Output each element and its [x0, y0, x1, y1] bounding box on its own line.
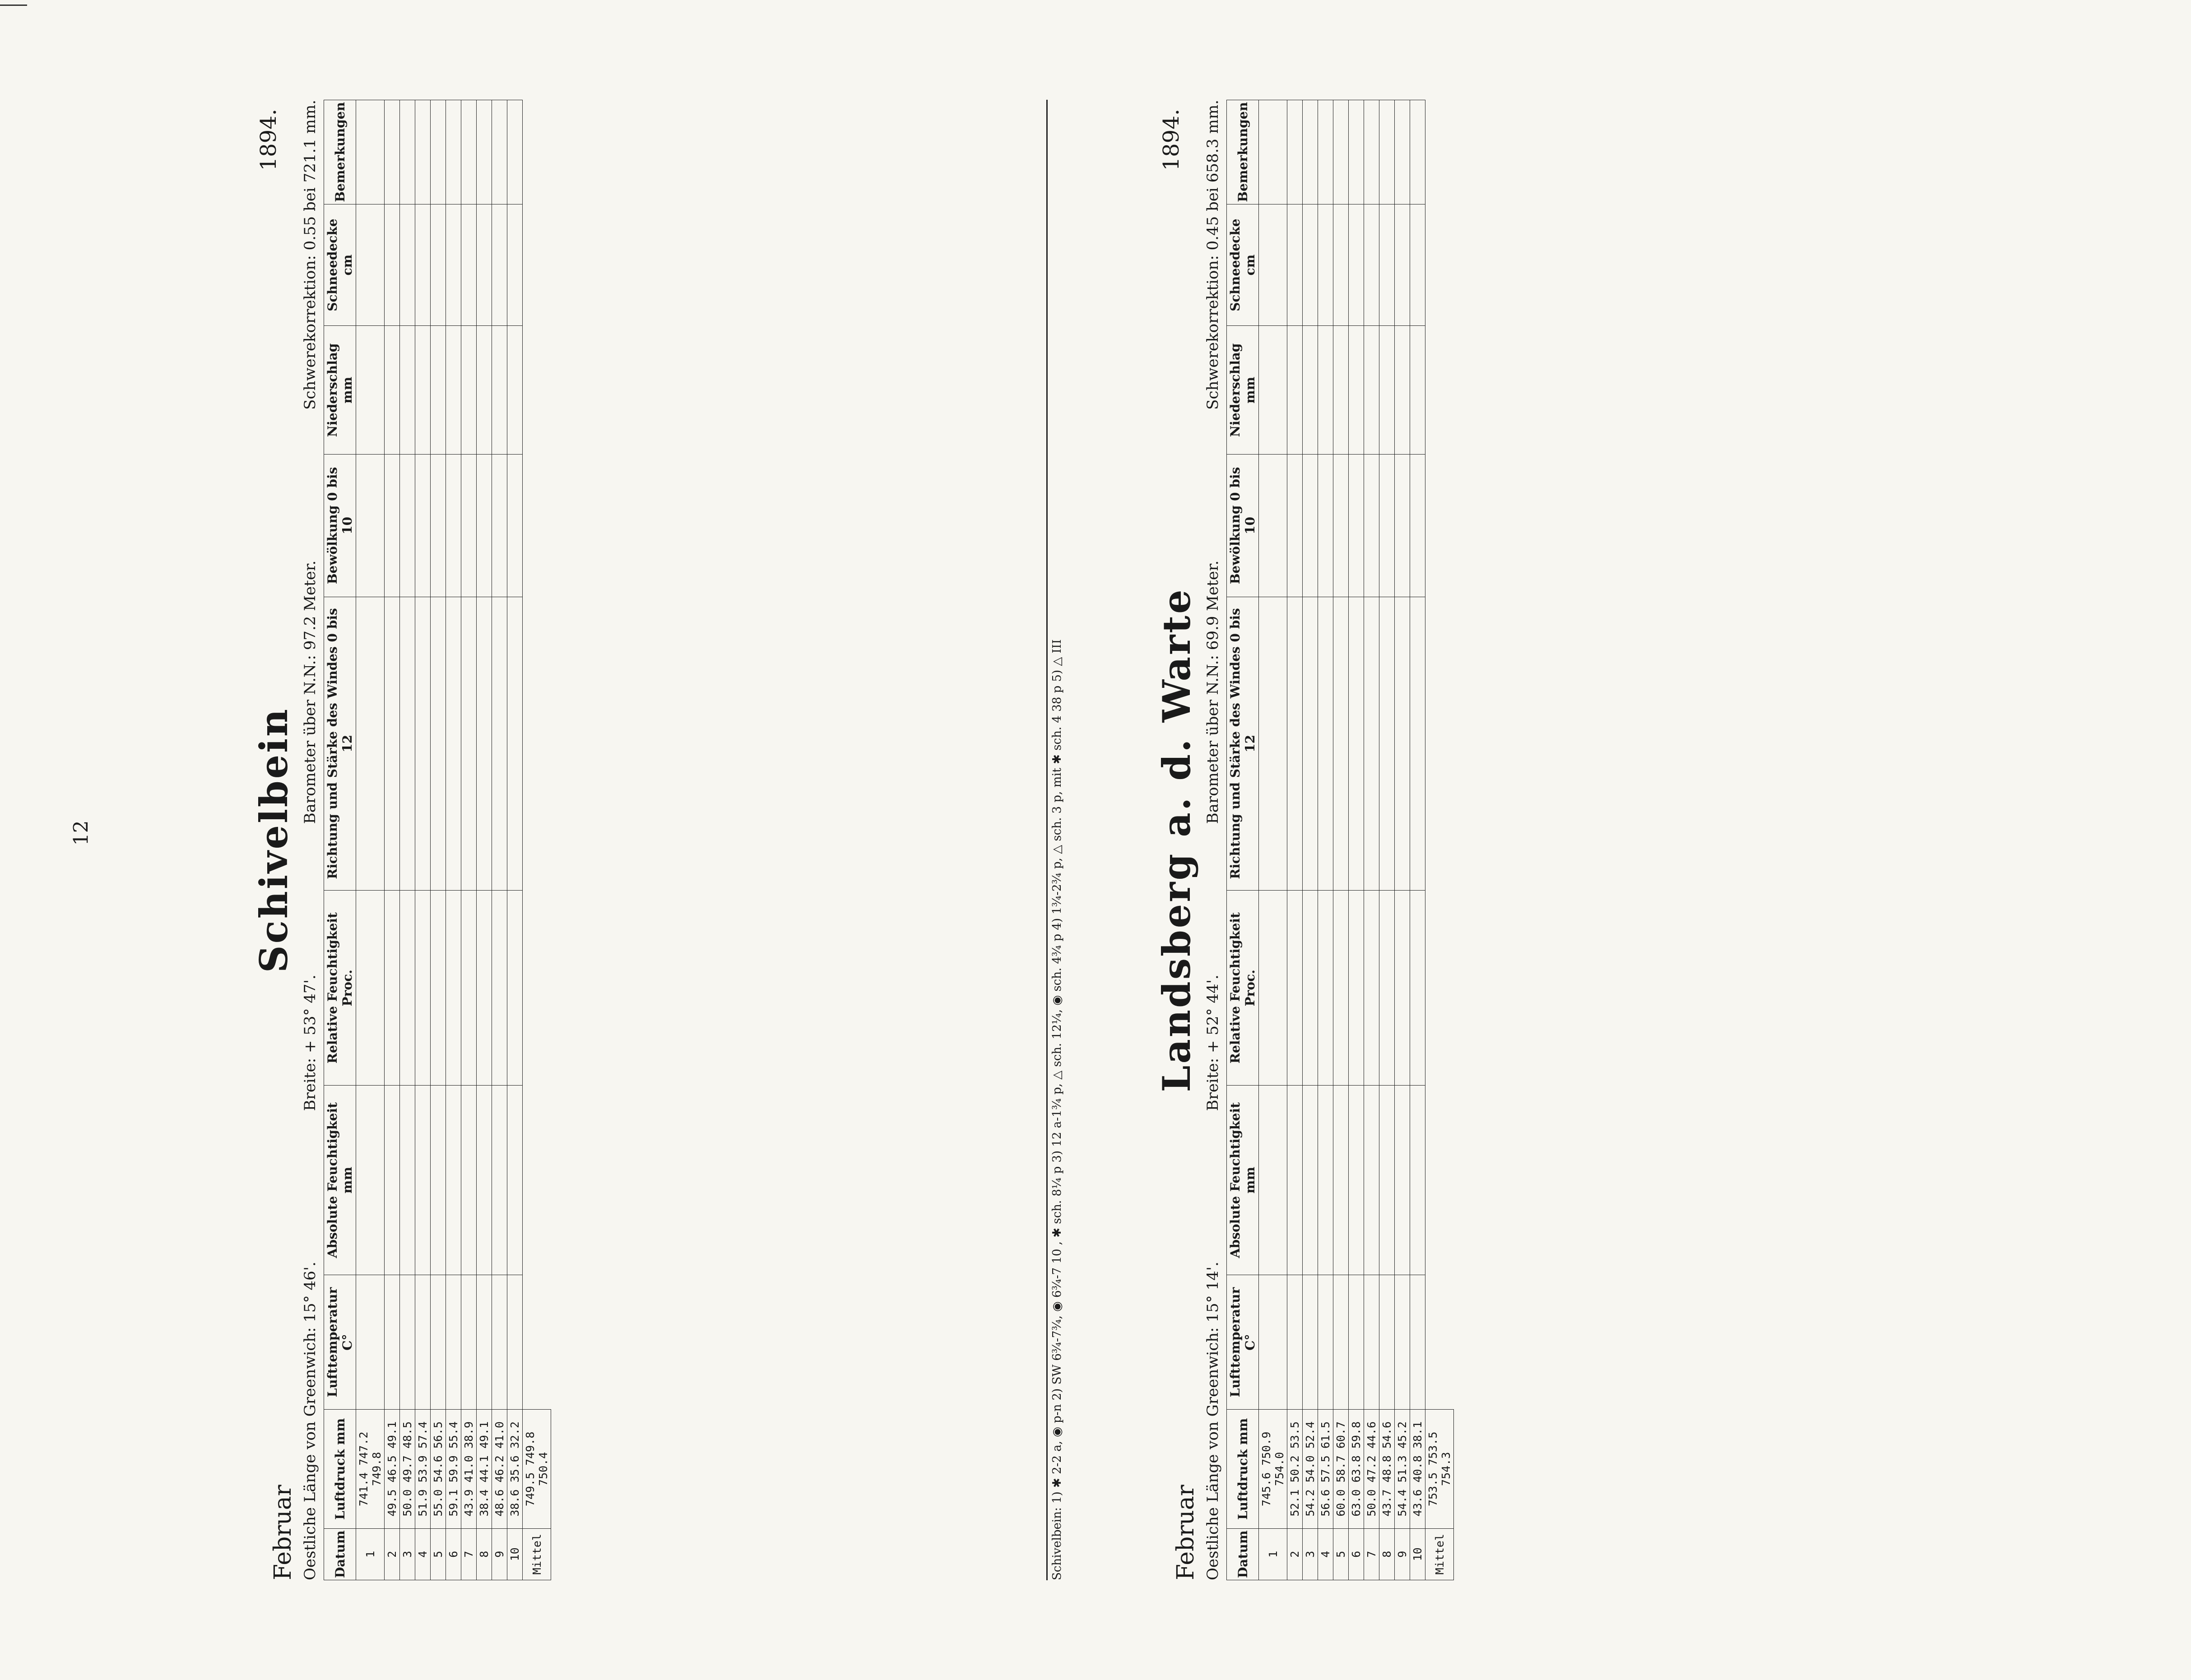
table-cell [1259, 455, 1287, 597]
table-cell [1349, 1275, 1364, 1410]
table-cell [461, 1275, 477, 1410]
table-cell [415, 100, 431, 204]
col-header: Bemerkungen [324, 100, 356, 204]
table-row [385, 100, 400, 1580]
col-header: Niederschlag mm [324, 326, 356, 455]
table-row [461, 100, 477, 1580]
table-cell [1333, 455, 1349, 597]
table-cell [1364, 891, 1379, 1086]
table-cell [385, 1086, 400, 1275]
table-row [1318, 100, 1333, 1580]
table-cell [1395, 100, 1410, 204]
table-cell [1303, 1086, 1318, 1275]
table-cell [356, 891, 385, 1086]
table-cell [1287, 597, 1303, 891]
table-cell [1395, 597, 1410, 891]
table-cell [1318, 100, 1333, 204]
table-cell [431, 597, 446, 891]
table-cell [1379, 326, 1395, 455]
table-cell [461, 597, 477, 891]
table-cell [415, 1086, 431, 1275]
table-cell [1395, 326, 1410, 455]
table-cell [400, 597, 415, 891]
table-cell [385, 455, 400, 597]
col-header: Bewölkung 0 bis 10 [1227, 455, 1259, 597]
table-cell [400, 1275, 415, 1410]
table-cell [1303, 1275, 1318, 1410]
table-cell: 50.0 49.7 48.5 [400, 1410, 415, 1528]
table-cell [415, 597, 431, 891]
table-cell [477, 100, 492, 204]
table-cell: 51.9 53.9 57.4 [415, 1410, 431, 1528]
station-title: Schivelbein [251, 707, 296, 973]
table-cell [492, 455, 507, 597]
observation-table [324, 100, 551, 1580]
table-cell: 38.6 35.6 32.2 [507, 1410, 523, 1528]
table-cell [477, 326, 492, 455]
table-cell [477, 597, 492, 891]
table-cell [1395, 891, 1410, 1086]
table-cell [431, 204, 446, 326]
table-cell [1410, 326, 1425, 455]
col-header: Relative Feuchtigkeit Proc. [1227, 891, 1259, 1086]
table-cell: 741.4 747.2 749.8 [356, 1410, 385, 1528]
table-cell [1379, 597, 1395, 891]
table-cell [1349, 455, 1364, 597]
table-row [356, 100, 385, 1580]
table-cell [431, 100, 446, 204]
table-cell [1395, 204, 1410, 326]
table-cell [1333, 891, 1349, 1086]
table-cell [1395, 1275, 1410, 1410]
table-cell [507, 100, 523, 204]
table-cell [1259, 891, 1287, 1086]
station-title: Landsberg a. d. Warte [1154, 588, 1199, 1092]
col-header: Schneedecke cm [324, 204, 356, 326]
table-cell [431, 326, 446, 455]
col-header: Richtung und Stärke des Windes 0 bis 12 [324, 597, 356, 891]
table-cell: 5 [431, 1528, 446, 1580]
table-cell [400, 204, 415, 326]
table-cell [1410, 1275, 1425, 1410]
table-cell [1379, 455, 1395, 597]
month: Februar [1172, 1485, 1199, 1580]
table-cell [477, 891, 492, 1086]
table-cell [385, 204, 400, 326]
table-cell [507, 204, 523, 326]
table-cell [1333, 100, 1349, 204]
table-cell: 1 [356, 1528, 385, 1580]
table-row [1410, 100, 1425, 1580]
table-cell [446, 100, 461, 204]
table-cell: 3 [1303, 1528, 1318, 1580]
col-header: Absolute Feuchtigkeit mm [1227, 1086, 1259, 1275]
table-cell [385, 597, 400, 891]
table-cell [415, 326, 431, 455]
table-cell [1303, 597, 1318, 891]
table-cell: 6 [1349, 1528, 1364, 1580]
col-header: Niederschlag mm [1227, 326, 1259, 455]
table-cell [1287, 204, 1303, 326]
table-row [1349, 100, 1364, 1580]
latitude: Breite: + 53° 47'. [301, 975, 319, 1111]
table-cell: 2 [1287, 1528, 1303, 1580]
table-cell [1259, 1086, 1287, 1275]
table-cell [431, 1275, 446, 1410]
col-header: Schneedecke cm [1227, 204, 1259, 326]
table-cell: 8 [1379, 1528, 1395, 1580]
table-cell [1303, 891, 1318, 1086]
table-cell [400, 326, 415, 455]
table-cell: 56.6 57.5 61.5 [1318, 1410, 1333, 1528]
table-cell [1287, 455, 1303, 597]
table-cell [492, 326, 507, 455]
table-cell: 9 [492, 1528, 507, 1580]
rotated-page [170, 82, 2021, 1598]
table-cell [1318, 1275, 1333, 1410]
table-cell [1259, 100, 1287, 204]
table-cell [492, 891, 507, 1086]
table-cell [1410, 100, 1425, 204]
table-cell [461, 891, 477, 1086]
table-cell [415, 204, 431, 326]
table-cell [356, 204, 385, 326]
table-cell [1349, 597, 1364, 891]
table-row [415, 100, 431, 1580]
table-cell [431, 891, 446, 1086]
table-cell [385, 326, 400, 455]
col-header: Luftdruck mm [324, 1410, 356, 1528]
table-cell [431, 455, 446, 597]
table-row [492, 100, 507, 1580]
table-cell [492, 204, 507, 326]
table-cell: 49.5 46.5 49.1 [385, 1410, 400, 1528]
table-cell [507, 1275, 523, 1410]
table-cell [507, 1086, 523, 1275]
table-cell [1318, 326, 1333, 455]
mittel-label: Mittel [523, 1528, 551, 1580]
footnotes: Schivelbein: 1) ✱ 2-2 a, ◉ p-n 2) SW 6¾-7¾, ◉ 6¾-7 10 , ✱ sch. 8¼ p 3) 12 a-1¾ p, △ sch. 12¼, ◉ sch. 4¾ p 4) 1¾-2¾ p, △ sch. 3 p, mit ✱ sch. 4 38 p 5) △ III [1046, 100, 1064, 1580]
table-cell [1287, 1086, 1303, 1275]
table-row [1333, 100, 1349, 1580]
station-schivelbein [251, 100, 1064, 1580]
table-cell [415, 891, 431, 1086]
longitude: Oestliche Länge von Greenwich: 15° 14'. [1204, 1262, 1222, 1580]
mittel-row [523, 100, 551, 1580]
table-cell: 43.7 48.8 54.6 [1379, 1410, 1395, 1528]
table-cell [461, 100, 477, 204]
table-cell [1349, 204, 1364, 326]
table-cell [1318, 204, 1333, 326]
col-header: Richtung und Stärke des Windes 0 bis 12 [1227, 597, 1259, 891]
col-header: Lufttemperatur C° [324, 1275, 356, 1410]
table-cell [1333, 326, 1349, 455]
table-cell [492, 1086, 507, 1275]
table-cell [446, 1086, 461, 1275]
table-cell [1259, 597, 1287, 891]
table-cell [461, 326, 477, 455]
table-cell [446, 597, 461, 891]
table-cell [356, 1275, 385, 1410]
table-cell [492, 100, 507, 204]
table-cell [1333, 597, 1349, 891]
col-header: Relative Feuchtigkeit Proc. [324, 891, 356, 1086]
table-cell: 10 [507, 1528, 523, 1580]
table-cell [1287, 1275, 1303, 1410]
table-cell [1303, 455, 1318, 597]
table-cell [1259, 1275, 1287, 1410]
table-row [507, 100, 523, 1580]
table-cell: 54.4 51.3 45.2 [1395, 1410, 1410, 1528]
table-row [431, 100, 446, 1580]
table-cell [446, 326, 461, 455]
table-cell [431, 1086, 446, 1275]
table-cell: 8 [477, 1528, 492, 1580]
table-cell: 43.9 41.0 38.9 [461, 1410, 477, 1528]
col-header: Absolute Feuchtigkeit mm [324, 1086, 356, 1275]
table-cell [1349, 891, 1364, 1086]
table-cell [492, 1275, 507, 1410]
table-cell [1379, 100, 1395, 204]
table-cell [356, 1086, 385, 1275]
table-cell: 6 [446, 1528, 461, 1580]
table-cell [446, 455, 461, 597]
table-cell: 63.0 63.8 59.8 [1349, 1410, 1364, 1528]
table-cell: 1 [1259, 1528, 1287, 1580]
mittel-value: 749.5 749.8 750.4 [523, 1410, 551, 1528]
table-cell [1287, 891, 1303, 1086]
table-cell [1287, 326, 1303, 455]
correction: Schwerekorrektion: 0.55 bei 721.1 mm. [301, 100, 319, 410]
table-cell [1349, 1086, 1364, 1275]
table-cell [461, 204, 477, 326]
year: 1894. [256, 109, 281, 171]
table-cell: 10 [1410, 1528, 1425, 1580]
table-cell [356, 455, 385, 597]
table-cell: 48.6 46.2 41.0 [492, 1410, 507, 1528]
table-cell [1395, 1086, 1410, 1275]
table-cell [477, 1275, 492, 1410]
table-row [1364, 100, 1379, 1580]
table-row [1395, 100, 1410, 1580]
col-header: Datum [324, 1528, 356, 1580]
table-cell: 59.1 59.9 55.4 [446, 1410, 461, 1528]
table-cell [1333, 204, 1349, 326]
table-cell [1318, 597, 1333, 891]
col-header: Bewölkung 0 bis 10 [324, 455, 356, 597]
barometer: Barometer über N.N.: 97.2 Meter. [301, 560, 319, 824]
table-row [446, 100, 461, 1580]
table-cell [507, 891, 523, 1086]
table-cell [1379, 891, 1395, 1086]
table-cell [477, 204, 492, 326]
table-cell: 50.0 47.2 44.6 [1364, 1410, 1379, 1528]
table-cell [1333, 1086, 1349, 1275]
table-cell [1410, 891, 1425, 1086]
top-left-rule [0, 5, 27, 6]
longitude: Oestliche Länge von Greenwich: 15° 46'. [301, 1262, 319, 1580]
col-header: Luftdruck mm [1227, 1410, 1259, 1528]
table-cell [1410, 1086, 1425, 1275]
table-cell [1303, 100, 1318, 204]
table-cell: 4 [1318, 1528, 1333, 1580]
col-header: Datum [1227, 1528, 1259, 1580]
table-cell: 60.0 58.7 60.7 [1333, 1410, 1349, 1528]
table-cell [1364, 1275, 1379, 1410]
table-cell [446, 891, 461, 1086]
table-row [400, 100, 415, 1580]
table-cell [400, 100, 415, 204]
table-cell: 9 [1395, 1528, 1410, 1580]
table-cell [507, 326, 523, 455]
table-cell [356, 597, 385, 891]
table-cell [1395, 455, 1410, 597]
table-cell [1364, 1086, 1379, 1275]
table-cell [507, 455, 523, 597]
table-row [1379, 100, 1395, 1580]
table-cell [1379, 1086, 1395, 1275]
table-cell [446, 204, 461, 326]
table-cell: 7 [1364, 1528, 1379, 1580]
mittel-value: 753.5 753.5 754.3 [1425, 1410, 1454, 1528]
station-meta [301, 100, 319, 1580]
table-cell [1349, 100, 1364, 204]
table-cell [1318, 455, 1333, 597]
table-cell [1410, 455, 1425, 597]
table-cell: 5 [1333, 1528, 1349, 1580]
station-meta [1204, 100, 1222, 1580]
table-cell [1303, 204, 1318, 326]
table-cell: 4 [415, 1528, 431, 1580]
year: 1894. [1159, 109, 1184, 171]
table-cell [1287, 100, 1303, 204]
table-cell: 745.6 750.9 754.0 [1259, 1410, 1287, 1528]
table-cell: 7 [461, 1528, 477, 1580]
table-row [1287, 100, 1303, 1580]
month: Februar [269, 1485, 297, 1580]
table-cell [1410, 597, 1425, 891]
table-cell [400, 891, 415, 1086]
table-cell [415, 1275, 431, 1410]
table-cell [1318, 1086, 1333, 1275]
observation-table [1226, 100, 1454, 1580]
latitude: Breite: + 52° 44'. [1204, 975, 1222, 1111]
table-cell [1364, 204, 1379, 326]
table-cell [400, 455, 415, 597]
table-cell: 38.4 44.1 49.1 [477, 1410, 492, 1528]
table-cell [1259, 326, 1287, 455]
table-cell [1349, 326, 1364, 455]
table-cell [385, 100, 400, 204]
table-cell [1303, 326, 1318, 455]
table-cell [477, 455, 492, 597]
col-header: Bemerkungen [1227, 100, 1259, 204]
table-cell [477, 1086, 492, 1275]
correction: Schwerekorrektion: 0.45 bei 658.3 mm. [1204, 100, 1222, 410]
barometer: Barometer über N.N.: 69.9 Meter. [1204, 560, 1222, 824]
table-cell [415, 455, 431, 597]
station-landsberg [1154, 100, 1967, 1580]
mittel-row [1425, 100, 1454, 1580]
mittel-label: Mittel [1425, 1528, 1454, 1580]
table-cell [461, 1086, 477, 1275]
table-cell: 54.2 54.0 52.4 [1303, 1410, 1318, 1528]
table-cell: 52.1 50.2 53.5 [1287, 1410, 1303, 1528]
table-cell [1364, 455, 1379, 597]
table-cell [507, 597, 523, 891]
page-number: 12 [70, 820, 93, 846]
table-cell [1379, 1275, 1395, 1410]
table-cell [446, 1275, 461, 1410]
table-cell [385, 891, 400, 1086]
table-cell [461, 455, 477, 597]
table-cell [356, 326, 385, 455]
table-cell [1318, 891, 1333, 1086]
table-cell [400, 1086, 415, 1275]
table-cell: 2 [385, 1528, 400, 1580]
table-cell [1379, 204, 1395, 326]
table-cell [356, 100, 385, 204]
table-cell [1364, 326, 1379, 455]
table-cell [492, 597, 507, 891]
table-cell [1259, 204, 1287, 326]
table-cell: 43.6 40.8 38.1 [1410, 1410, 1425, 1528]
table-cell [1364, 597, 1379, 891]
table-cell [385, 1275, 400, 1410]
table-cell [1410, 204, 1425, 326]
table-row [1303, 100, 1318, 1580]
table-cell: 3 [400, 1528, 415, 1580]
table-row [1259, 100, 1287, 1580]
table-cell [1364, 100, 1379, 204]
col-header: Lufttemperatur C° [1227, 1275, 1259, 1410]
table-cell: 55.0 54.6 56.5 [431, 1410, 446, 1528]
table-row [477, 100, 492, 1580]
table-cell [1333, 1275, 1349, 1410]
